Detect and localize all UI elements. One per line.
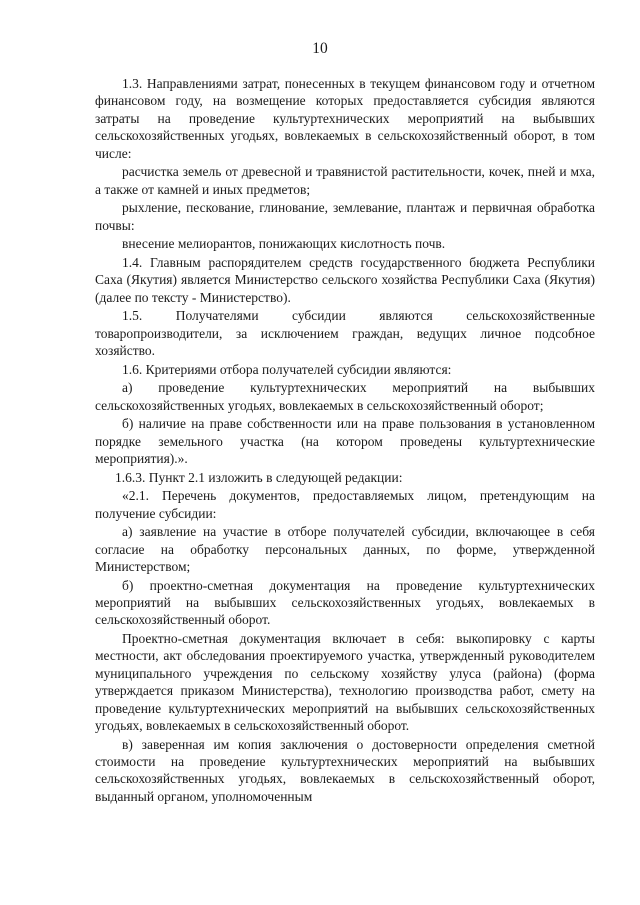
paragraph-1-5: 1.5. Получателями субсидии являются сельскохозяйственные товаропроизводители, за исключением граждан, ведущих личное подсобное хозяйство. — [95, 308, 595, 359]
paragraph-rykhlenie: рыхление, пескование, глинование, землевание, плантаж и первичная обработка почвы: — [95, 200, 595, 233]
paragraph-1-6-3: 1.6.3. Пункт 2.1 изложить в следующей редакции: — [115, 469, 403, 485]
document-body — [95, 75, 595, 806]
paragraph-psd: Проектно-сметная документация включает в себя: выкопировку с карты местности, акт обследования проектируемого участка, утвержденный руководителем муниципального учреждения по сельскому хозяйству улуса (района) (форма утверждается приказом Министерства), технологию производства работ, смету на проведение культуртехнических мероприятий на выбывших сельскохозяйственных угодьях, вовлекаемых в сельскохозяйственный оборот. — [95, 631, 595, 734]
paragraph-1-4: 1.4. Главным распорядителем средств государственного бюджета Республики Саха (Якутия) является Министерство сельского хозяйства Республики Саха (Якутия) (далее по тексту - Министерство). — [95, 254, 595, 305]
paragraph-1-3: 1.3. Направлениями затрат, понесенных в текущем финансовом году и отчетном финансовом году, на возмещение которых предоставляется субсидия являются затраты на проведение культуртехнических мероприятий на выбывших сельскохозяйственных угодьях, вовлекаемых в сельскохозяйственный оборот, в том числе: — [95, 76, 595, 161]
paragraph-raschistka: расчистка земель от древесной и травянистой растительности, кочек, пней и мха, а также от камней и иных предметов; — [95, 164, 595, 197]
paragraph-2-1-a: а) заявление на участие в отборе получателей субсидии, включающее в себя согласие на обработку персональных данных, по форме, утвержденной Министерством; — [95, 524, 595, 575]
page-number: 10 — [312, 40, 328, 57]
paragraph-2-1-v: в) заверенная им копия заключения о достоверности определения сметной стоимости на проведение культуртехнических мероприятий на выбывших сельскохозяйственных угодьях, вовлекаемых в сельскохозяйственный оборот, выданный органом, уполномоченным — [95, 736, 595, 804]
paragraph-2-1: «2.1. Перечень документов, предоставляемых лицом, претендующим на получение субсидии: — [95, 488, 595, 521]
paragraph-1-6-b: б) наличие на праве собственности или на праве пользования в установленном порядке земельного участка (на котором проведены культуртехнические мероприятия).». — [95, 416, 595, 467]
paragraph-1-6-a: а) проведение культуртехнических мероприятий на выбывших сельскохозяйственных угодьях, вовлекаемых в сельскохозяйственный оборот; — [95, 380, 595, 413]
paragraph-vnesenie: внесение мелиорантов, понижающих кислотность почв. — [122, 236, 446, 252]
paragraph-2-1-b: б) проектно-сметная документация на проведение культуртехнических мероприятий на выбывших сельскохозяйственных угодьях, вовлекаемых в сельскохозяйственный оборот. — [95, 577, 595, 628]
paragraph-1-6: 1.6. Критериями отбора получателей субсидии являются: — [122, 361, 452, 377]
